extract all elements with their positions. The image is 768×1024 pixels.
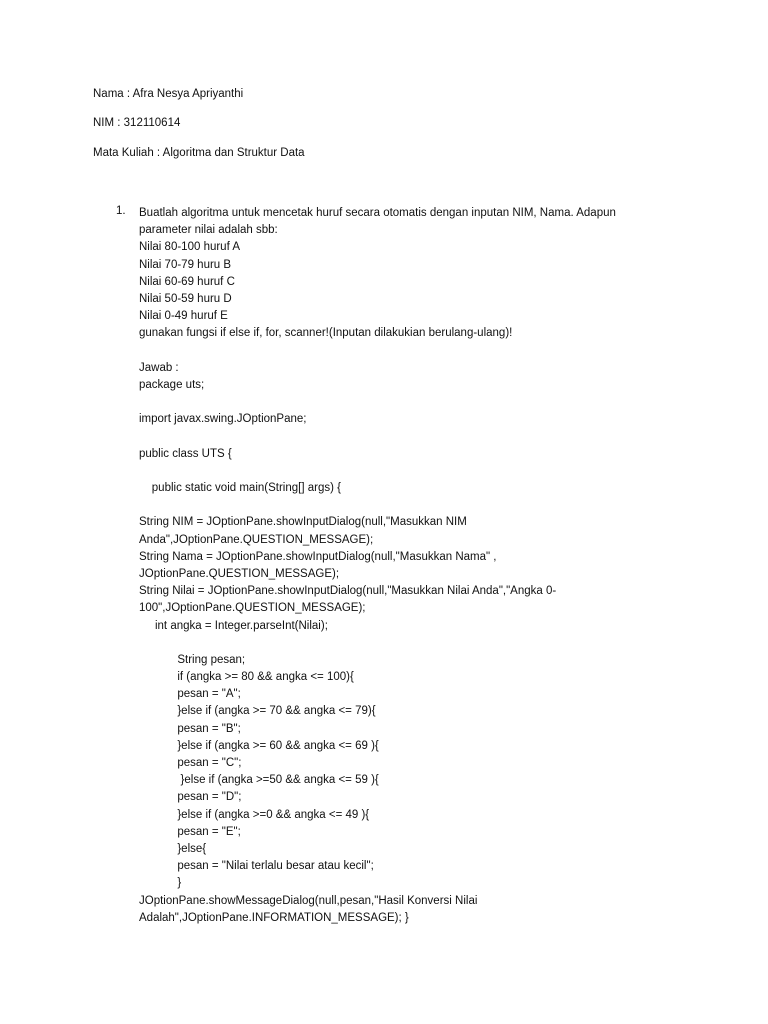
code-line: public static void main(String[] args) {: [139, 482, 341, 494]
answer-label: Jawab :: [139, 361, 179, 374]
code-line: public class UTS {: [139, 447, 232, 460]
code-line: import javax.swing.JOptionPane;: [139, 413, 307, 426]
question-line: parameter nilai adalah sbb:: [139, 224, 278, 237]
code-line: int angka = Integer.parseInt(Nilai);: [139, 619, 328, 632]
question-line: Nilai 0-49 huruf E: [139, 310, 228, 323]
code-line: Anda",JOptionPane.QUESTION_MESSAGE);: [139, 533, 374, 546]
question-line: Buatlah algoritma untuk mencetak huruf secara otomatis dengan inputan NIM, Nama. Adapun: [139, 207, 616, 219]
code-line: }else if (angka >= 70 && angka <= 79){: [139, 705, 376, 718]
course-name: Mata Kuliah : Algoritma dan Struktur Data: [93, 147, 305, 159]
question-body: [139, 205, 659, 927]
blank-line: [139, 428, 659, 445]
code-block: [139, 377, 659, 927]
code-line: if (angka >= 80 && angka <= 100){: [139, 671, 354, 684]
code-line: String Nama = JOptionPane.showInputDialog(null,"Masukkan Nama" ,: [139, 550, 497, 563]
blank-line: [139, 394, 659, 411]
code-line: package uts;: [139, 378, 205, 391]
question-line: Nilai 70-79 huru B: [139, 258, 232, 271]
code-line: }else{: [139, 842, 207, 855]
code-line: pesan = "D";: [139, 791, 242, 804]
blank-line: [139, 343, 659, 360]
student-nim: NIM : 312110614: [93, 117, 181, 129]
question-line: Nilai 60-69 huruf C: [139, 275, 235, 288]
code-line: JOptionPane.QUESTION_MESSAGE);: [139, 567, 340, 580]
code-line: 100",JOptionPane.QUESTION_MESSAGE);: [139, 602, 366, 615]
code-line: }: [139, 877, 182, 890]
student-name: Nama : Afra Nesya Apriyanthi: [93, 88, 244, 100]
code-line: pesan = "B";: [139, 722, 241, 735]
code-line: String NIM = JOptionPane.showInputDialog(null,"Masukkan NIM: [139, 516, 467, 529]
blank-line: [139, 635, 659, 652]
code-line: }else if (angka >=50 && angka <= 59 ){: [139, 774, 379, 787]
code-line: }else if (angka >= 60 && angka <= 69 ){: [139, 739, 379, 752]
code-line: pesan = "C";: [139, 757, 242, 769]
blank-line: [139, 497, 659, 514]
blank-line: [139, 463, 659, 480]
question-number: 1.: [116, 205, 126, 217]
code-line: pesan = "Nilai terlalu besar atau kecil";: [139, 860, 374, 873]
code-line: JOptionPane.showMessageDialog(null,pesan,"Hasil Konversi Nilai: [139, 894, 478, 907]
code-line: }else if (angka >=0 && angka <= 49 ){: [139, 808, 370, 821]
code-line: String Nilai = JOptionPane.showInputDialog(null,"Masukkan Nilai Anda","Angka 0-: [139, 585, 557, 598]
code-line: pesan = "A";: [139, 688, 241, 701]
code-line: Adalah",JOptionPane.INFORMATION_MESSAGE); }: [139, 911, 409, 924]
code-line: String pesan;: [139, 653, 246, 666]
question-line: gunakan fungsi if else if, for, scanner!(Inputan dilakukian berulang-ulang)!: [139, 327, 513, 340]
code-line: pesan = "E";: [139, 825, 241, 838]
question-line: Nilai 80-100 huruf A: [139, 241, 241, 254]
question-line: Nilai 50-59 huru D: [139, 292, 232, 305]
